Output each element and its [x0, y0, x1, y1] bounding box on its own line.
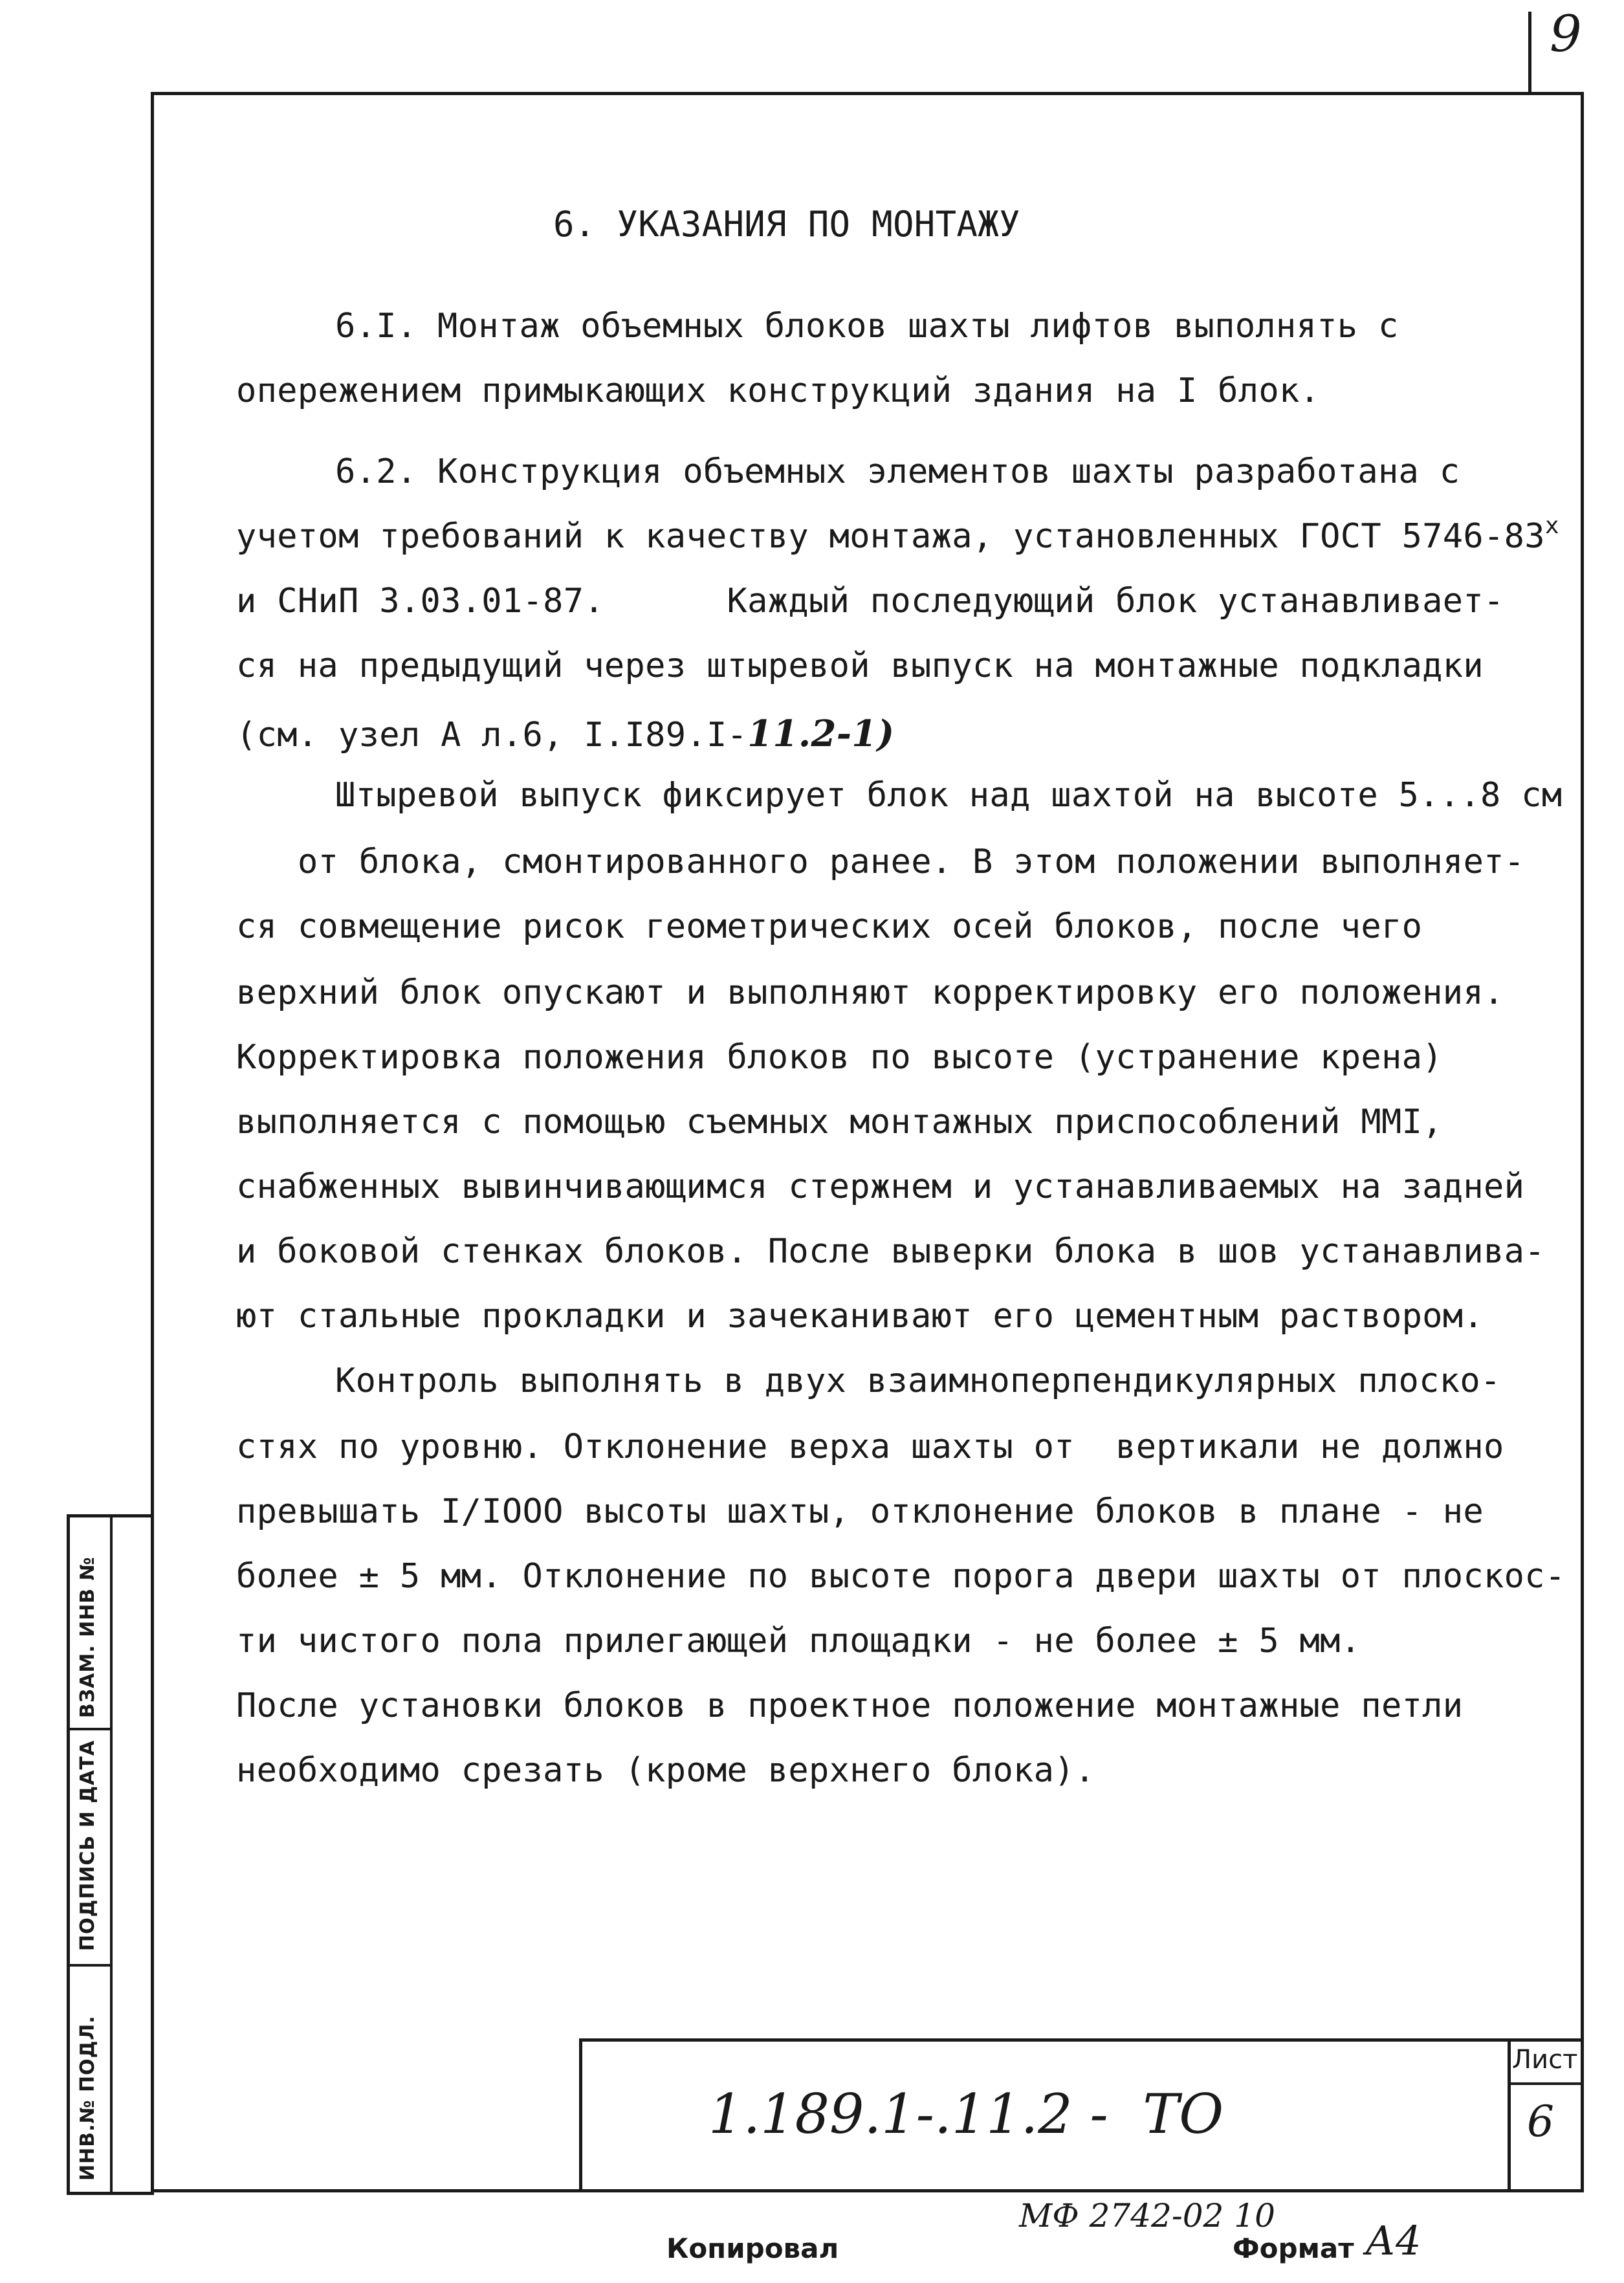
text-line: опережением примыкающих конструкций здания на I блок. — [236, 371, 1321, 410]
text-line: и СНиП 3.03.01-87. Каждый последующий блок устанавливает- — [236, 582, 1504, 621]
copied-label: Копировал — [666, 2233, 839, 2264]
text-line: снабженных вывинчивающимся стержнем и устанавливаемых на задней — [236, 1167, 1525, 1206]
text-line: После установки блоков в проектное положение монтажные петли — [236, 1686, 1464, 1725]
text-line: выполняется с помощью съемных монтажных приспособлений ММI, — [236, 1103, 1443, 1142]
text-line: Корректировка положения блоков по высоте (устранение крена) — [236, 1038, 1443, 1077]
text-line: необходимо срезать (кроме верхнего блока). — [236, 1751, 1095, 1790]
document-code: 1.189.1-.11.2 - ТО — [708, 2082, 1224, 2146]
text-line: от блока, смонтированного ранее. В этом положении выполняет- — [298, 843, 1525, 881]
handwritten-insert: 11.2-1) — [747, 712, 895, 755]
side-label-vzam-inv: ВЗАМ. ИНВ № — [76, 1556, 99, 1718]
sheet-cell-divider — [1508, 2082, 1584, 2085]
text-line: 6.2. Конструкция объемных элементов шахты разработана с — [335, 452, 1460, 491]
text-line: ют стальные прокладки и зачеканивают его цементным раствором. — [236, 1297, 1484, 1336]
text-line: Контроль выполнять в двух взаимноперпендикулярных плоско- — [335, 1362, 1501, 1400]
side-stamp-row-line — [67, 1964, 112, 1967]
side-stamp-row-line — [67, 1728, 112, 1730]
text-line: превышать I/IOOO высоты шахты, отклонение блоков в плане - не — [236, 1492, 1484, 1531]
format-label: Формат — [1233, 2233, 1354, 2264]
archive-code: МФ 2742-02 10 — [1019, 2197, 1275, 2234]
text-line: ся совмещение рисок геометрических осей блоков, после чего — [236, 907, 1423, 946]
corner-divider — [1528, 12, 1531, 93]
superscript-x: х — [1544, 513, 1559, 539]
text-line-with-sup — [236, 513, 1559, 556]
text-line: Штыревой выпуск фиксирует блок над шахтой на высоте 5...8 см — [335, 776, 1563, 815]
corner-page-number: 9 — [1550, 5, 1582, 63]
text-line: 6.I. Монтаж объемных блоков шахты лифтов выполнять с — [335, 307, 1399, 346]
text-line: стях по уровню. Отклонение верха шахты от вертикали не должно — [236, 1428, 1504, 1466]
sheet-number: 6 — [1527, 2097, 1554, 2146]
side-label-inv-podl: ИНВ.№ ПОДЛ. — [76, 2015, 99, 2181]
page-frame-right-edge — [1581, 92, 1584, 2192]
text-line: ти чистого пола прилегающей площадки - не более ± 5 мм. — [236, 1622, 1361, 1660]
sheet-label: Лист — [1512, 2045, 1578, 2075]
text-line: верхний блок опускают и выполняют корректировку его положения. — [236, 973, 1504, 1012]
side-stamp-divider — [110, 1514, 113, 2195]
text-line: более ± 5 мм. Отклонение по высоте порога двери шахты от плоскос- — [236, 1557, 1566, 1596]
text-line-with-handwriting — [236, 712, 895, 755]
format-value: А4 — [1365, 2217, 1421, 2264]
side-label-podpis-data: ПОДПИСЬ И ДАТА — [76, 1739, 99, 1951]
text-line: ся на предыдущий через штыревой выпуск на монтажные подкладки — [236, 646, 1484, 685]
text-fragment: (см. узел А л.6, I.I89.I- — [236, 716, 748, 755]
text-line: и боковой стенках блоков. После выверки блока в шов устанавлива- — [236, 1232, 1545, 1271]
section-heading: 6. УКАЗАНИЯ ПО МОНТАЖУ — [553, 204, 1020, 245]
text-fragment: учетом требований к качеству монтажа, установленных ГОСТ 5746-83 — [236, 517, 1545, 556]
